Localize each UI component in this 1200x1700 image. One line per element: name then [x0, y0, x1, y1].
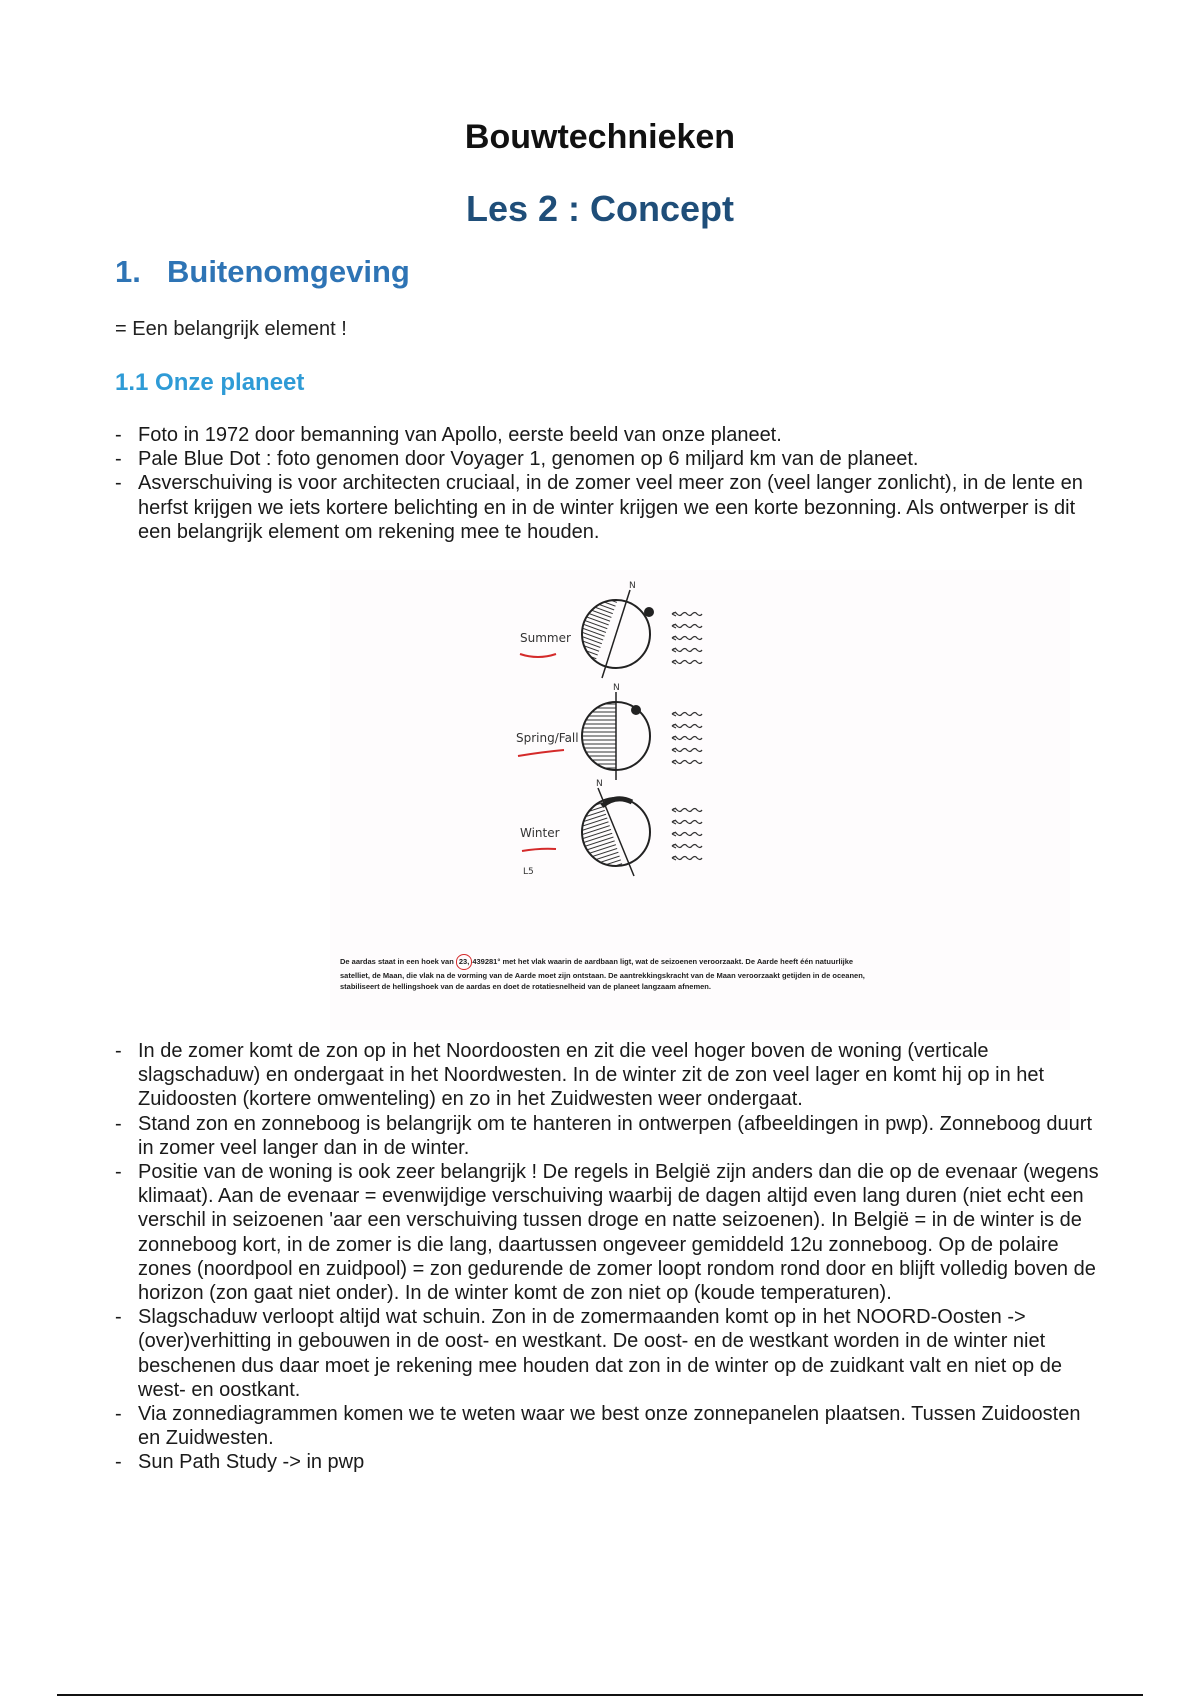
list-item-text: Asverschuiving is voor architecten cruciaal, in de zomer veel meer zon (veel langer zonlicht), in de lente en herfst krijgen we iets kortere belichting en in de winter krijgen we een korte bezonning. Als ontwerper is dit een belangrijk element om rekening mee te houden.	[138, 472, 1083, 543]
bullet-dash: -	[115, 1112, 122, 1135]
list-item-text: Pale Blue Dot : foto genomen door Voyager 1, genomen op 6 miljard km van de planeet.	[138, 448, 919, 471]
winter-earth-icon	[564, 788, 650, 881]
winter-underline	[522, 849, 556, 851]
spring-fall-earth-icon	[582, 692, 650, 780]
caption-text-start: De aardas staat in een hoek van	[340, 957, 456, 966]
bullet-list-bottom	[115, 1039, 1105, 1475]
seasons-diagram	[330, 570, 1070, 950]
list-item-text: Stand zon en zonneboog is belangrijk om te hanteren in ontwerpen (afbeeldingen in pwp). Zonneboog duurt in zomer veel langer dan in de winter.	[138, 1112, 1092, 1159]
list-item	[115, 1402, 1105, 1450]
list-item	[115, 1450, 1105, 1474]
sun-rays-icon	[672, 612, 702, 860]
summer-earth-icon	[572, 589, 654, 678]
north-label: N	[613, 683, 620, 693]
list-item	[115, 447, 1105, 471]
subsection-heading-onze-planeet: 1.1 Onze planeet	[115, 369, 305, 396]
figure-caption	[340, 954, 870, 993]
list-item-text: Foto in 1972 door bemanning van Apollo, eerste beeld van onze planeet.	[138, 424, 782, 446]
list-item-text: Positie van de woning is ook zeer belangrijk ! De regels in België zijn anders dan die op de evenaar (wegens klimaat). Aan de evenaar = evenwijdige verschuiving waarbij de dagen altijd even lang duren (niet echt een verschil in seizoenen 'aar een verschuiving tussen droge en natte seizoenen). In België = in de winter is de zonneboog kort, in de zomer is die lang, daartussen ongeveer gemiddeld 12u zonneboog. Op de polaire zones (noordpool en zuidpool) = zon gedurende de zomer loopt rondom rond door en blijft volledig boven de horizon (zon gaat niet onder). In de winter komt de zon niet op (koude temperaturen).	[138, 1161, 1099, 1305]
section-title: Buitenomgeving	[167, 254, 410, 289]
caption-text-end: 439281° met het vlak waarin de aardbaan ligt, wat de seizoenen veroorzaakt. De Aarde heeft één natuurlijke satelliet, de Maan, die vlak na de vorming van de Aarde moet zijn ontstaan. De aantrekkingskracht van de Maan veroorzaakt getijden in de oceanen, stabiliseert de hellingshoek van de aardas en doet de rotatiesnelheid van de planeet langzaam afnemen.	[340, 957, 865, 991]
list-item-text: In de zomer komt de zon op in het Noordoosten en zit die veel hoger boven de woning (verticale slagschaduw) en ondergaat in het Noordwesten. In de winter zit de zon veel lager en komt hij op in het Zuidoosten (kortere omwenteling) en zo in het Zuidwesten weer ondergaat.	[138, 1040, 1045, 1111]
bullet-dash: -	[115, 1403, 122, 1426]
lesson-subtitle: Les 2 : Concept	[465, 188, 735, 229]
page-reference: L5	[523, 867, 534, 877]
bullet-dash: -	[115, 472, 122, 495]
document-title: Bouwtechnieken	[464, 118, 736, 156]
list-item	[115, 471, 1105, 544]
north-label: N	[596, 779, 603, 789]
list-item	[115, 1039, 1105, 1112]
list-item	[115, 423, 1105, 447]
section-number: 1.	[115, 254, 141, 289]
bullet-dash: -	[115, 448, 122, 471]
winter-label: Winter	[520, 826, 560, 840]
spring-fall-label: Spring/Fall	[516, 731, 579, 745]
list-item	[115, 1112, 1105, 1160]
bullet-dash: -	[115, 424, 122, 446]
spring-fall-underline	[518, 750, 564, 756]
section-intro: = Een belangrijk element !	[115, 318, 347, 340]
list-item	[115, 1160, 1105, 1305]
list-item-text: Slagschaduw verloopt altijd wat schuin. Zon in de zomermaanden komt op in het NOORD-Oosten -> (over)verhitting in gebouwen in de oost- en westkant. De oost- en de westkant worden in de winter niet beschenen dus daar moet je rekening mee houden dat zon in de winter op de zuidkant valt en niet op de west- en oostkant.	[138, 1306, 1062, 1401]
list-item-text: Via zonnediagrammen komen we te weten waar we best onze zonnepanelen plaatsen. Tussen Zuidoosten en Zuidwesten.	[138, 1403, 1081, 1450]
section-heading-buitenomgeving	[115, 254, 410, 290]
summer-label: Summer	[520, 631, 571, 645]
bullet-dash: -	[115, 1306, 122, 1329]
north-label: N	[629, 581, 636, 591]
list-item-text: Sun Path Study -> in pwp	[138, 1451, 365, 1474]
seasons-earth-tilt-figure	[330, 570, 1070, 1030]
bullet-list-top	[115, 423, 1105, 544]
list-item	[115, 1305, 1105, 1402]
bullet-dash: -	[115, 1161, 122, 1184]
bullet-dash: -	[115, 1451, 122, 1474]
caption-circled-angle: 23,	[456, 954, 472, 970]
summer-underline	[520, 654, 556, 657]
bullet-dash: -	[115, 1040, 122, 1062]
footer-divider	[57, 1694, 1143, 1696]
